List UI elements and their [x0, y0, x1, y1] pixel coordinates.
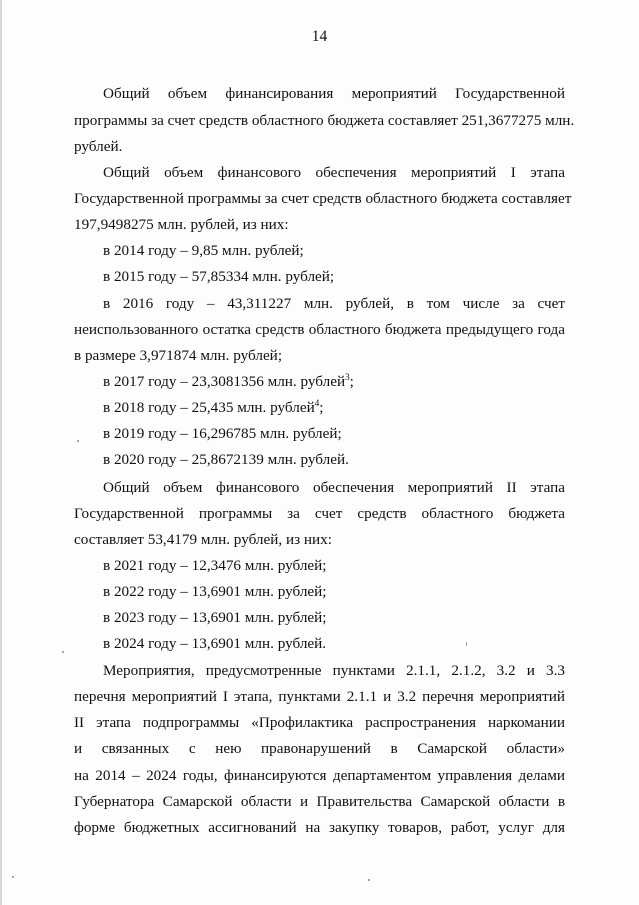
paragraph-2-line-1: Общий объем финансового обеспечения мероприятий I этапа: [103, 164, 565, 181]
year-2022-item: в 2022 году – 13,6901 млн. рублей;: [103, 583, 327, 600]
year-2016-item-line-3: в размере 3,971874 млн. рублей;: [74, 347, 283, 364]
scan-speck: [12, 876, 14, 878]
paragraph-1-line-1: Общий объем финансирования мероприятий Государственной: [103, 85, 565, 102]
paragraph-2-line-2: Государственной программы за счет средств областного бюджета составляет: [74, 190, 572, 207]
year-2018-text: в 2018 году – 25,435 млн. рублей: [103, 399, 315, 416]
paragraph-4-line-4: и связанных с нею правонарушений в Самарской области»: [74, 740, 565, 757]
year-2016-item-line-1: в 2016 году – 43,311227 млн. рублей, в том числе за счет: [103, 295, 565, 312]
year-2018-end: ;: [319, 399, 324, 416]
paragraph-3-line-3: составляет 53,4179 млн. рублей, из них:: [74, 531, 332, 548]
paragraph-3-line-1: Общий объем финансового обеспечения мероприятий II этапа: [103, 479, 565, 496]
paragraph-4-line-2: перечня мероприятий I этапа, пунктами 2.1.1 и 3.2 перечня мероприятий: [74, 688, 565, 705]
footnote-ref-3: 3: [345, 372, 350, 382]
year-2024-item: в 2024 году – 13,6901 млн. рублей.: [103, 635, 327, 652]
scan-speck: [466, 642, 467, 646]
year-2021-item: в 2021 году – 12,3476 млн. рублей;: [103, 557, 327, 574]
year-2014-item: в 2014 году – 9,85 млн. рублей;: [103, 242, 304, 259]
year-2023-item: в 2023 году – 13,6901 млн. рублей;: [103, 609, 327, 626]
year-2016-item-line-2: неиспользованного остатка средств областного бюджета предыдущего года: [74, 321, 565, 338]
year-2018-item: [103, 398, 565, 418]
scan-edge: [0, 0, 2, 905]
paragraph-4-line-6: Губернатора Самарской области и Правительства Самарской области в: [74, 793, 565, 810]
scan-speck: [77, 440, 79, 442]
year-2017-end: ;: [349, 373, 354, 390]
paragraph-1-line-3: рублей.: [74, 138, 123, 155]
paragraph-4-line-5: на 2014 – 2024 годы, финансируются департаментом управления делами: [74, 767, 565, 784]
paragraph-4-line-7: форме бюджетных ассигнований на закупку товаров, работ, услуг для: [74, 819, 565, 836]
scan-speck: [368, 879, 370, 881]
paragraph-3-line-2: Государственной программы за счет средств областного бюджета: [74, 505, 565, 522]
paragraph-2-line-3: 197,9498275 млн. рублей, из них:: [74, 216, 289, 233]
year-2020-item: в 2020 году – 25,8672139 млн. рублей.: [103, 451, 349, 468]
page-number: 14: [311, 28, 328, 45]
year-2017-item: [103, 372, 565, 392]
paragraph-4-line-3: II этапа подпрограммы «Профилактика распространения наркомании: [74, 714, 565, 731]
paragraph-1-line-2: программы за счет средств областного бюджета составляет 251,3677275 млн.: [74, 112, 575, 129]
footnote-ref-4: 4: [314, 398, 320, 408]
paragraph-4-line-1: Мероприятия, предусмотренные пунктами 2.1.1, 2.1.2, 3.2 и 3.3: [103, 662, 565, 679]
scan-speck: [62, 651, 64, 653]
year-2015-item: в 2015 году – 57,85334 млн. рублей;: [103, 268, 335, 285]
year-2017-text: в 2017 году – 23,3081356 млн. рублей: [103, 373, 346, 390]
year-2019-item: в 2019 году – 16,296785 млн. рублей;: [103, 425, 342, 442]
